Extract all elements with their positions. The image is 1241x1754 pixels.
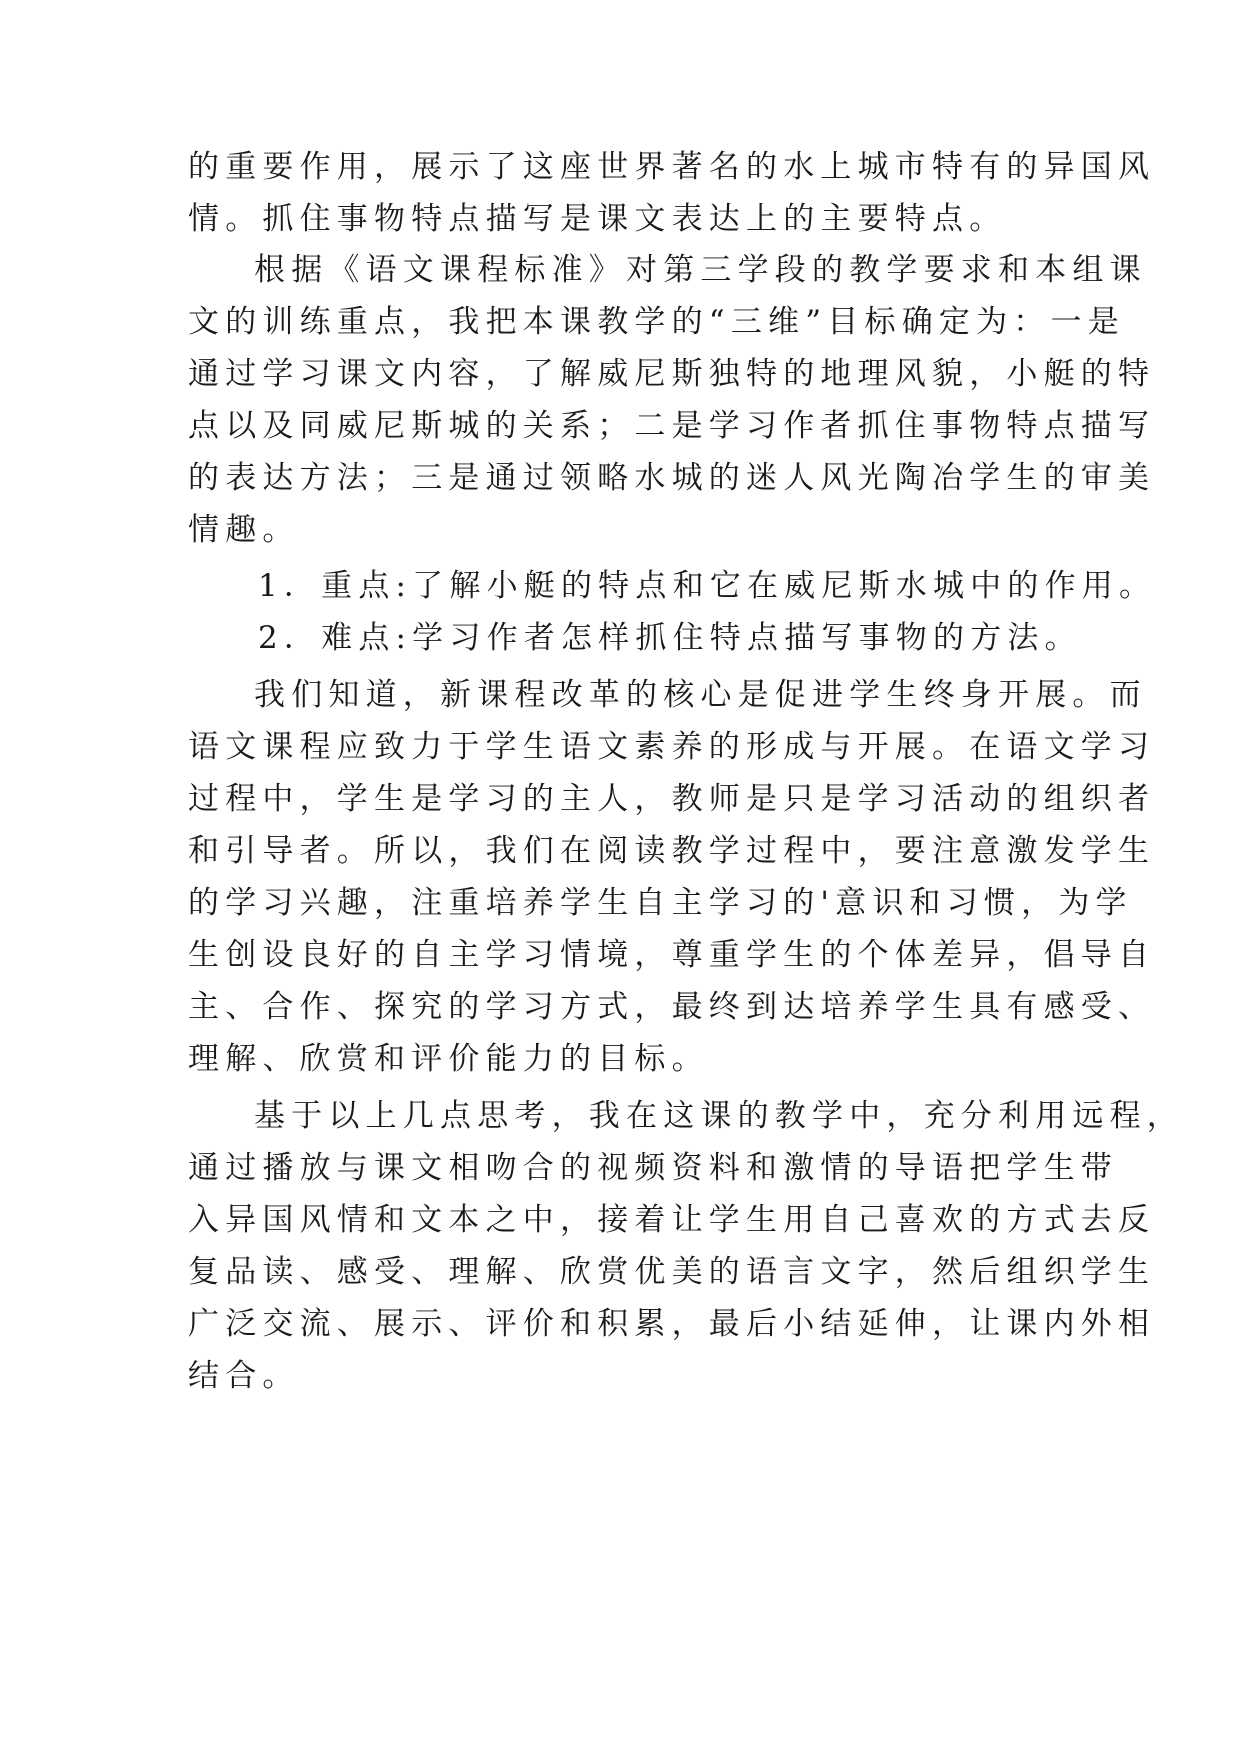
paragraph-line: 语文课程应致力于学生语文素养的形成与开展。在语文学习 [188,729,1156,765]
paragraph-line: 的重要作用，展示了这座世界著名的水上城市特有的异国风 [188,149,1156,185]
paragraph-line: 复品读、感受、理解、欣赏优美的语言文字，然后组织学生 [188,1254,1156,1290]
paragraph-line: 情。抓住事物特点描写是课文表达上的主要特点。 [188,201,1007,237]
paragraph-line: 我们知道，新课程改革的核心是促进学生终身开展。而 [254,677,1147,713]
paragraph-line: 和引导者。所以，我们在阅读教学过程中，要注意激发学生 [188,833,1156,869]
paragraph-line: 结合。 [188,1358,300,1394]
paragraph-line: 通过学习课文内容，了解威尼斯独特的地理风貌，小艇的特 [188,356,1156,392]
paragraph-line: 主、合作、探究的学习方式，最终到达培养学生具有感受、 [188,989,1156,1025]
paragraph-line: 入异国风情和文本之中，接着让学生用自己喜欢的方式去反 [188,1202,1156,1238]
list-item-difficulty: 2．难点:学习作者怎样抓住特点描写事物的方法。 [258,620,1082,656]
paragraph-line: 通过播放与课文相吻合的视频资料和激情的导语把学生带 [188,1150,1118,1186]
paragraph-line: 过程中，学生是学习的主人，教师是只是学习活动的组织者 [188,781,1156,817]
paragraph-line: 根据《语文课程标准》对第三学段的教学要求和本组课 [254,252,1147,288]
paragraph-line: 生创设良好的自主学习情境，尊重学生的个体差异，倡导自 [188,937,1156,973]
paragraph-line: 广泛交流、展示、评价和积累，最后小结延伸，让课内外相 [188,1306,1156,1342]
paragraph-line: 点以及同威尼斯城的关系；二是学习作者抓住事物特点描写 [188,408,1156,444]
paragraph-line: 理解、欣赏和评价能力的目标。 [188,1041,709,1077]
paragraph-line: 文的训练重点，我把本课教学的“三维”目标确定为：一是 [188,304,1125,340]
paragraph-line: 的学习兴趣，注重培养学生自主学习的'意识和习惯，为学 [188,885,1133,921]
list-item-key-point: 1．重点:了解小艇的特点和它在威尼斯水城中的作用。 [258,568,1157,604]
paragraph-line: 情趣。 [188,512,300,548]
paragraph-line: 基于以上几点思考，我在这课的教学中，充分利用远程， [254,1098,1184,1134]
paragraph-line: 的表达方法；三是通过领略水城的迷人风光陶冶学生的审美 [188,460,1156,496]
